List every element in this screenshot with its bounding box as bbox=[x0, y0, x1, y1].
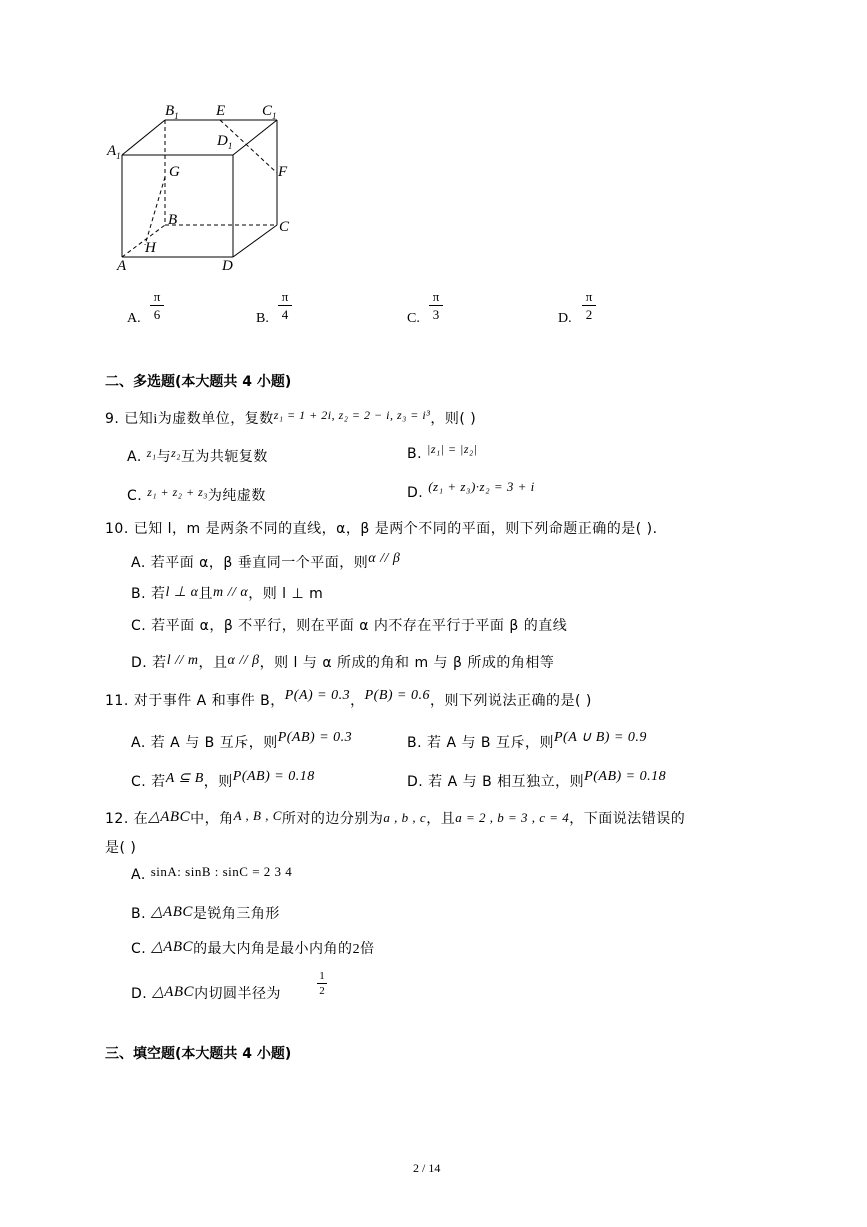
q8-option-c-fraction: π 3 bbox=[429, 289, 443, 322]
q10-option-a: A. 若平面 α，β 垂直同一个平面，则α // β bbox=[131, 551, 401, 571]
q9-option-c: C. z₁ + z₂ + z₃为纯虚数 bbox=[127, 485, 266, 504]
edge-D1-C1 bbox=[233, 120, 277, 155]
segment-G-H bbox=[145, 177, 165, 245]
q10-stem: 10. 已知 l，m 是两条不同的直线，α，β 是两个不同的平面，则下列命题正确的是( ). bbox=[105, 521, 658, 537]
label-F: F bbox=[278, 164, 288, 180]
label-D1: $D_1$ bbox=[217, 133, 233, 151]
q12-option-d-fraction: 1 2 bbox=[317, 970, 327, 997]
q12-stem-line2: 是( ) bbox=[105, 840, 137, 856]
label-C: C bbox=[279, 219, 290, 235]
q8-option-b-fraction: π 4 bbox=[278, 289, 292, 322]
q12-option-c: C. △ABC的最大内角是最小内角的2倍 bbox=[131, 939, 375, 957]
q8-option-b-label: B. bbox=[256, 311, 269, 326]
label-C1: $C_1$ bbox=[262, 103, 277, 121]
q10-option-c: C. 若平面 α，β 不平行，则在平面 α 内不存在平行于平面 β 的直线 bbox=[131, 618, 568, 634]
q11-stem: 11. 对于事件 A 和事件 B，P(A) = 0.3，P(B) = 0.6，则下列说法正确的是( ) bbox=[105, 688, 592, 709]
q8-option-a-fraction: π 6 bbox=[150, 289, 164, 322]
q12-option-d: D. △ABC内切圆半径为 bbox=[131, 984, 282, 1002]
q11-option-b: B. 若 A 与 B 互斥，则P(A ∪ B) = 0.9 bbox=[407, 730, 647, 751]
q8-option-c-label: C. bbox=[407, 311, 420, 326]
label-G: G bbox=[169, 164, 180, 180]
q9-stem: 9. 已知i为虚数单位，复数z₁ = 1 + 2i, z₂ = 2 − i, z₃ = i³，则( ) bbox=[105, 408, 477, 427]
q12-option-a: A. sinA: sinB : sinC = 2 3 4 bbox=[131, 864, 293, 883]
q8-option-a-label: A. bbox=[127, 311, 141, 326]
q9-option-d: D. (z₁ + z₃)·z₂ = 3 + i bbox=[407, 479, 535, 501]
q11-option-a: A. 若 A 与 B 互斥，则P(AB) = 0.3 bbox=[131, 730, 353, 751]
page-number: 2 / 14 bbox=[413, 1161, 441, 1175]
q9-option-b: B. |z₁| = |z₂| bbox=[407, 442, 478, 462]
section-3-title: 三、填空题(本大题共 4 小题) bbox=[105, 1046, 292, 1062]
q8-option-d-fraction: π 2 bbox=[582, 289, 596, 322]
q9-option-a: A. z₁与z₂互为共轭复数 bbox=[127, 446, 268, 465]
edge-D-C bbox=[233, 225, 277, 257]
q10-option-b: B. 若l ⊥ α且m // α，则 l ⊥ m bbox=[131, 585, 324, 602]
label-D: D bbox=[222, 258, 233, 274]
q12-option-b: B. △ABC是锐角三角形 bbox=[131, 904, 280, 922]
q12-stem-line1: 12. 在△ABC中，角A , B , C所对的边分别为a , b , c，且a = 2 , b = 3 , c = 4，下面说法错误的 bbox=[105, 808, 686, 827]
label-B1: $B_1$ bbox=[165, 103, 179, 121]
section-2-title: 二、多选题(本大题共 4 小题) bbox=[105, 374, 292, 390]
label-A: A bbox=[117, 258, 127, 274]
label-A1: $A_1$ bbox=[107, 143, 121, 161]
edge-A-B bbox=[122, 225, 165, 257]
q11-option-d: D. 若 A 与 B 相互独立，则P(AB) = 0.18 bbox=[407, 769, 667, 790]
q8-option-d-label: D. bbox=[558, 311, 572, 326]
label-E: E bbox=[216, 103, 226, 119]
edge-A1-B1 bbox=[122, 120, 165, 155]
label-B: B bbox=[168, 212, 178, 228]
label-H: H bbox=[145, 240, 156, 256]
q11-option-c: C. 若A ⊆ B，则P(AB) = 0.18 bbox=[131, 769, 315, 790]
cube-figure bbox=[100, 95, 300, 280]
q10-option-d: D. 若l // m，且α // β，则 l 与 α 所成的角和 m 与 β 所成的角相等 bbox=[131, 653, 555, 671]
